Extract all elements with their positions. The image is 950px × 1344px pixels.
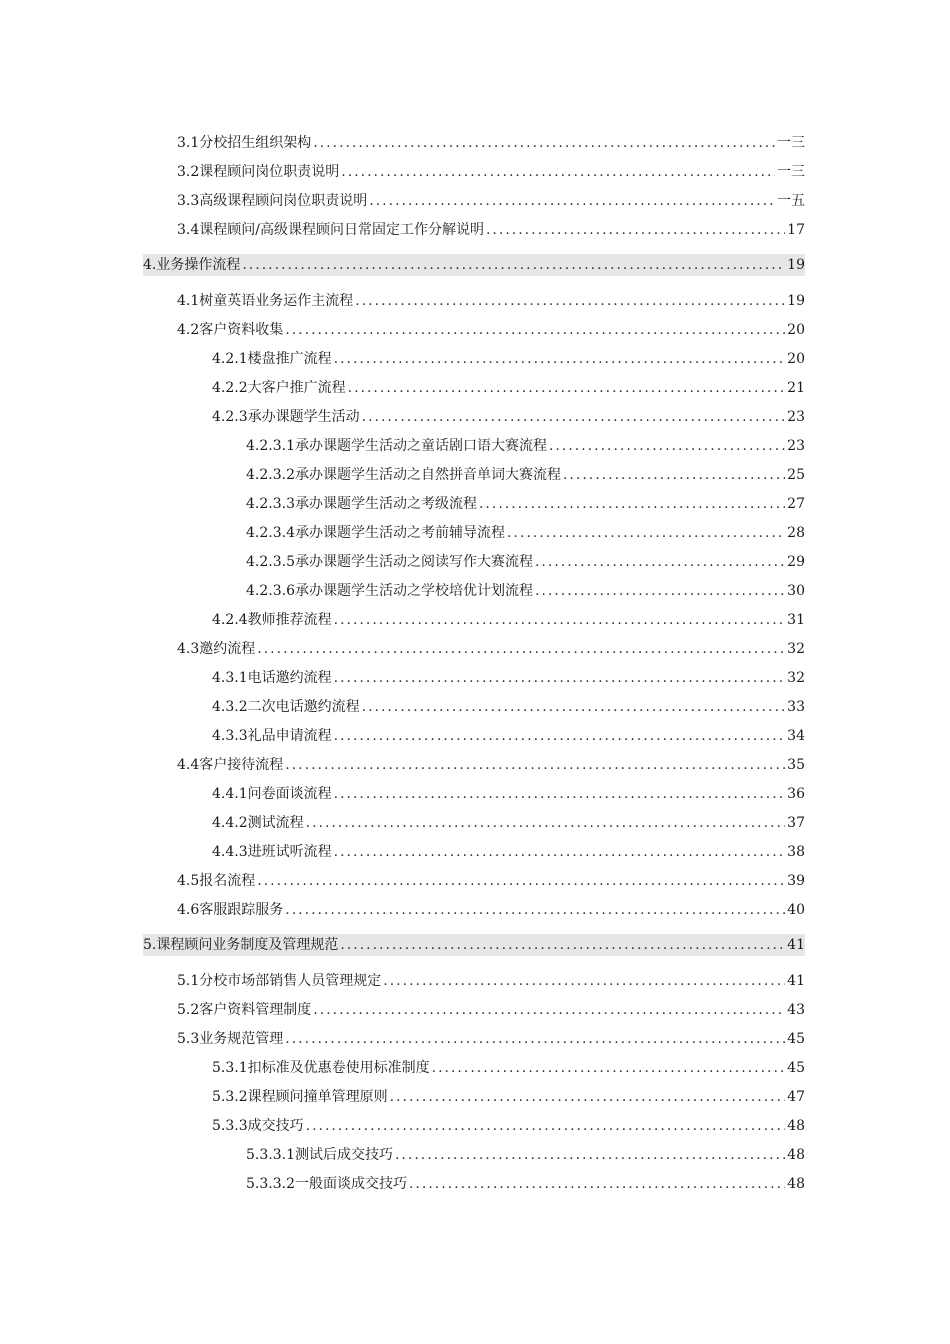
toc-page-number: 17 — [787, 222, 805, 238]
toc-leader-dots — [486, 222, 785, 238]
toc-entry-5-3-3-2[interactable] — [246, 1169, 805, 1198]
toc-entry-5-3[interactable] — [177, 1024, 805, 1053]
toc-page-number: 20 — [787, 351, 805, 367]
toc-entry-5-3-1[interactable] — [212, 1053, 805, 1082]
toc-entry-4-4-2[interactable] — [212, 808, 805, 837]
toc-entry-title: 4.2.4教师推荐流程 — [212, 612, 332, 628]
toc-entry-title: 4.6客服跟踪服务 — [177, 902, 284, 918]
toc-entry-title: 4.2.3.1承办课题学生活动之童话剧口语大赛流程 — [246, 438, 547, 454]
toc-leader-dots — [257, 873, 785, 889]
toc-entry-title: 4.2.3.6承办课题学生活动之学校培优计划流程 — [246, 583, 533, 599]
toc-entry-5-1[interactable] — [177, 966, 805, 995]
toc-leader-dots — [242, 257, 785, 273]
toc-leader-dots — [285, 757, 785, 773]
toc-entry-4-5[interactable] — [177, 866, 805, 895]
toc-entry-4-2-3-1[interactable] — [246, 431, 805, 460]
toc-leader-dots — [285, 902, 785, 918]
toc-entry-4-2-3[interactable] — [212, 402, 805, 431]
toc-entry-4-2-2[interactable] — [212, 373, 805, 402]
toc-leader-dots — [257, 641, 785, 657]
toc-leader-dots — [334, 728, 786, 744]
toc-leader-dots — [285, 1031, 785, 1047]
toc-entry-title: 5.3.3成交技巧 — [212, 1118, 304, 1134]
toc-page-number: 31 — [787, 612, 805, 628]
toc-leader-dots — [334, 844, 786, 860]
toc-entry-5-3-3-1[interactable] — [246, 1140, 805, 1169]
toc-entry-4-4[interactable] — [177, 750, 805, 779]
toc-page-number: 25 — [787, 467, 805, 483]
toc-entry-3-2[interactable] — [177, 157, 805, 186]
toc-leader-dots — [409, 1176, 785, 1192]
toc-entry-4-3-2[interactable] — [212, 692, 805, 721]
toc-leader-dots — [479, 496, 785, 512]
toc-leader-dots — [313, 135, 775, 151]
toc-entry-title: 4.2.3承办课题学生活动 — [212, 409, 360, 425]
toc-leader-dots — [362, 699, 786, 715]
toc-leader-dots — [313, 1002, 785, 1018]
toc-entry-title: 4.3.2二次电话邀约流程 — [212, 699, 360, 715]
toc-entry-title: 3.4课程顾问/高级课程顾问日常固定工作分解说明 — [177, 222, 484, 238]
toc-page-number: 36 — [787, 786, 805, 802]
toc-chapter-title: 4.业务操作流程 — [143, 257, 241, 273]
toc-entry-title: 5.3.3.1测试后成交技巧 — [246, 1147, 393, 1163]
toc-page-number: 32 — [787, 670, 805, 686]
toc-entry-title: 4.5报名流程 — [177, 873, 256, 889]
toc-page-number: 21 — [787, 380, 805, 396]
toc-page-number: 45 — [787, 1060, 805, 1076]
toc-leader-dots — [306, 1118, 786, 1134]
toc-page-number: 41 — [787, 973, 805, 989]
toc-page-number: 40 — [787, 902, 805, 918]
toc-entry-4-3-1[interactable] — [212, 663, 805, 692]
toc-entry-title: 5.3.1扣标准及优惠卷使用标准制度 — [212, 1060, 430, 1076]
toc-entry-4-2-4[interactable] — [212, 605, 805, 634]
toc-entry-5-2[interactable] — [177, 995, 805, 1024]
toc-entry-title: 4.2.3.5承办课题学生活动之阅读写作大赛流程 — [246, 554, 533, 570]
toc-entry-title: 3.1分校招生组织架构 — [177, 135, 312, 151]
toc-entry-4-2-3-2[interactable] — [246, 460, 805, 489]
toc-page-number: 45 — [787, 1031, 805, 1047]
toc-leader-dots — [369, 193, 775, 209]
toc-page-number: 38 — [787, 844, 805, 860]
toc-page-number: 39 — [787, 873, 805, 889]
toc-leader-dots — [341, 164, 775, 180]
toc-entry-4-6[interactable] — [177, 895, 805, 924]
toc-entry-4-1[interactable] — [177, 286, 805, 315]
toc-page-number: 20 — [787, 322, 805, 338]
toc-entry-4-2-3-5[interactable] — [246, 547, 805, 576]
toc-entry-4-2-3-4[interactable] — [246, 518, 805, 547]
toc-page-number: 23 — [787, 438, 805, 454]
toc-page-number: 19 — [787, 293, 805, 309]
toc-page-number: 37 — [787, 815, 805, 831]
toc-leader-dots — [285, 322, 785, 338]
toc-entry-5-3-3[interactable] — [212, 1111, 805, 1140]
toc-leader-dots — [549, 438, 785, 454]
toc-page-number: 29 — [787, 554, 805, 570]
toc-entry-title: 4.2客户资料收集 — [177, 322, 284, 338]
toc-entry-title: 5.3业务规范管理 — [177, 1031, 284, 1047]
toc-page-number: 23 — [787, 409, 805, 425]
toc-chapter-4[interactable] — [143, 254, 805, 276]
toc-page-number: 48 — [787, 1176, 805, 1192]
toc-leader-dots — [334, 351, 786, 367]
toc-leader-dots — [390, 1089, 786, 1105]
toc-leader-dots — [334, 612, 786, 628]
toc-entry-title: 3.3高级课程顾问岗位职责说明 — [177, 193, 368, 209]
toc-entry-title: 4.4.2测试流程 — [212, 815, 304, 831]
toc-entry-title: 4.2.2大客户推广流程 — [212, 380, 346, 396]
toc-entry-title: 4.3邀约流程 — [177, 641, 256, 657]
toc-entry-4-2[interactable] — [177, 315, 805, 344]
toc-leader-dots — [535, 583, 785, 599]
toc-entry-title: 4.3.1电话邀约流程 — [212, 670, 332, 686]
toc-entry-4-2-1[interactable] — [212, 344, 805, 373]
toc-leader-dots — [334, 786, 786, 802]
toc-entry-title: 5.3.2课程顾问撞单管理原则 — [212, 1089, 388, 1105]
toc-page-number: 27 — [787, 496, 805, 512]
toc-page-number: 41 — [787, 937, 805, 953]
toc-entry-title: 4.4.1问卷面谈流程 — [212, 786, 332, 802]
toc-entry-3-3[interactable] — [177, 186, 805, 215]
toc-leader-dots — [535, 554, 785, 570]
toc-chapter-5[interactable] — [143, 934, 805, 956]
toc-chapter-title: 5.课程顾问业务制度及管理规范 — [143, 937, 339, 953]
toc-page-number: 一五 — [777, 193, 805, 209]
toc-entry-5-3-2[interactable] — [212, 1082, 805, 1111]
toc-page-number: 32 — [787, 641, 805, 657]
toc-entry-3-1[interactable] — [177, 128, 805, 157]
toc-entry-title: 4.2.3.4承办课题学生活动之考前辅导流程 — [246, 525, 505, 541]
toc-page-number: 19 — [787, 257, 805, 273]
toc-page-number: 一三 — [777, 164, 805, 180]
toc-entry-title: 4.4客户接待流程 — [177, 757, 284, 773]
toc-entry-4-3[interactable] — [177, 634, 805, 663]
toc-entry-title: 4.2.1楼盘推广流程 — [212, 351, 332, 367]
toc-entry-title: 4.4.3进班试听流程 — [212, 844, 332, 860]
toc-leader-dots — [334, 670, 786, 686]
toc-entry-4-3-3[interactable] — [212, 721, 805, 750]
toc-leader-dots — [507, 525, 785, 541]
toc-page-number: 48 — [787, 1147, 805, 1163]
toc-leader-dots — [563, 467, 785, 483]
toc-entry-title: 4.2.3.2承办课题学生活动之自然拼音单词大赛流程 — [246, 467, 561, 483]
toc-entry-title: 4.3.3礼品申请流程 — [212, 728, 332, 744]
toc-page-number: 28 — [787, 525, 805, 541]
toc-leader-dots — [348, 380, 786, 396]
toc-entry-title: 3.2课程顾问岗位职责说明 — [177, 164, 340, 180]
toc-entry-3-4[interactable] — [177, 215, 805, 244]
toc-leader-dots — [432, 1060, 786, 1076]
toc-page-number: 34 — [787, 728, 805, 744]
toc-entry-title: 5.2客户资料管理制度 — [177, 1002, 312, 1018]
toc-leader-dots — [340, 937, 785, 953]
toc-leader-dots — [355, 293, 785, 309]
table-of-contents — [0, 128, 950, 1198]
toc-entry-title: 5.3.3.2一般面谈成交技巧 — [246, 1176, 407, 1192]
toc-entry-4-4-1[interactable] — [212, 779, 805, 808]
toc-leader-dots — [395, 1147, 785, 1163]
toc-entry-4-2-3-6[interactable] — [246, 576, 805, 605]
toc-page-number: 48 — [787, 1118, 805, 1134]
toc-page-number: 30 — [787, 583, 805, 599]
toc-entry-4-4-3[interactable] — [212, 837, 805, 866]
toc-leader-dots — [383, 973, 785, 989]
toc-page-number: 35 — [787, 757, 805, 773]
toc-entry-title: 4.1树童英语业务运作主流程 — [177, 293, 354, 309]
toc-page-number: 43 — [787, 1002, 805, 1018]
toc-entry-title: 4.2.3.3承办课题学生活动之考级流程 — [246, 496, 477, 512]
toc-leader-dots — [306, 815, 786, 831]
toc-page-number: 33 — [787, 699, 805, 715]
toc-entry-title: 5.1分校市场部销售人员管理规定 — [177, 973, 382, 989]
toc-page-number: 一三 — [777, 135, 805, 151]
toc-leader-dots — [362, 409, 786, 425]
toc-page-number: 47 — [787, 1089, 805, 1105]
toc-entry-4-2-3-3[interactable] — [246, 489, 805, 518]
